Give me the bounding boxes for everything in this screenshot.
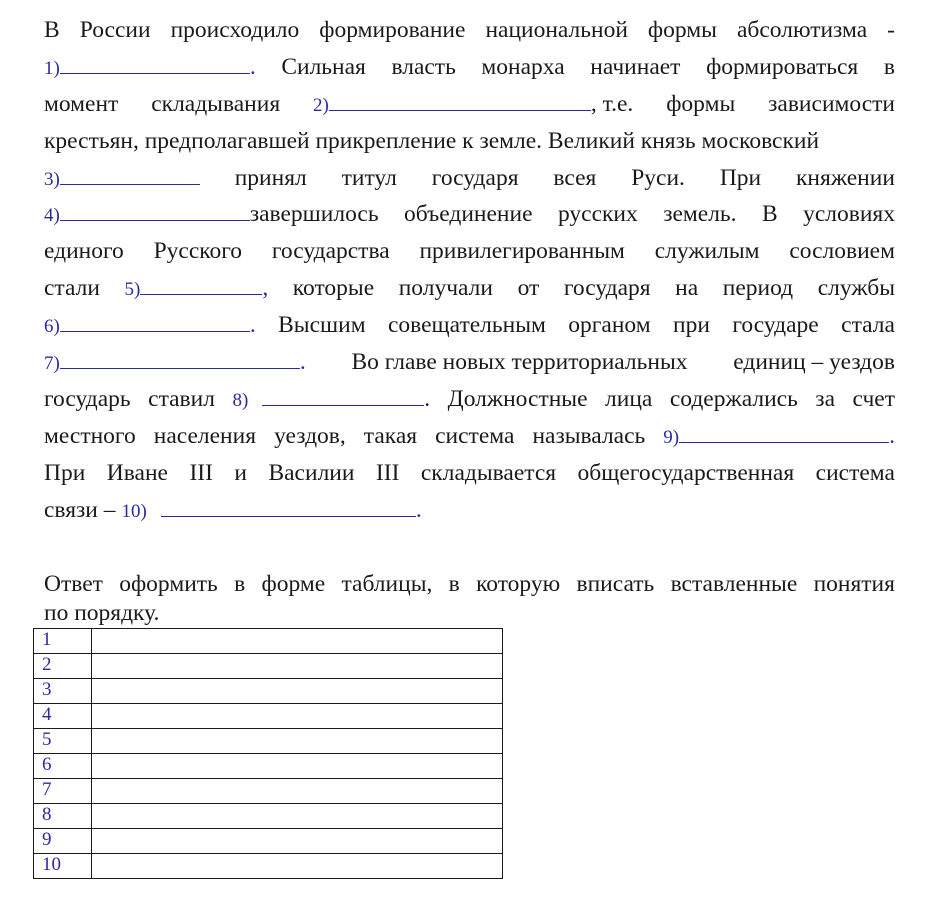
- table-row: [34, 729, 503, 754]
- answer-cell[interactable]: [92, 629, 503, 654]
- row-number: 7: [34, 779, 92, 804]
- blank-3[interactable]: [60, 162, 200, 185]
- table-row: [34, 704, 503, 729]
- text-line-6: [44, 196, 895, 233]
- text-line-1: [44, 12, 895, 49]
- word: Во главе новых территориальных: [351, 349, 688, 376]
- word: объединение: [404, 201, 533, 228]
- punct: .: [424, 385, 431, 412]
- word: органом: [568, 312, 651, 339]
- word: всея: [553, 164, 597, 191]
- blank-number-7: 7): [44, 353, 60, 375]
- word: складывается: [420, 459, 557, 486]
- word: единого: [44, 238, 124, 265]
- word: -: [887, 17, 895, 43]
- word: Руси.: [631, 164, 685, 191]
- word: ставил: [148, 385, 215, 412]
- blank-5[interactable]: [140, 272, 262, 295]
- word: происходило: [170, 17, 300, 43]
- blank-number-5: 5): [124, 279, 141, 301]
- word: таблицы,: [341, 571, 433, 597]
- word: вставленные: [670, 571, 798, 597]
- row-number: 6: [34, 754, 92, 779]
- punct: .: [415, 496, 422, 523]
- blank-1[interactable]: [60, 51, 250, 74]
- blank-number-9: 9): [663, 426, 680, 448]
- word: При: [719, 164, 762, 191]
- word: формы: [647, 17, 717, 43]
- word: единиц – уездов: [733, 349, 895, 376]
- blank-number-10: 10): [121, 500, 147, 522]
- instruction-line-1: [44, 570, 895, 599]
- word: III: [189, 459, 213, 486]
- text-line-3: [44, 86, 895, 123]
- word: условиях: [803, 201, 895, 228]
- word: в: [448, 571, 460, 597]
- word: в: [883, 53, 895, 80]
- blank-number-6: 6): [44, 316, 60, 338]
- word: завершилось: [249, 201, 379, 228]
- word: оформить: [119, 571, 218, 597]
- answer-cell[interactable]: [92, 754, 503, 779]
- text-line-8: [44, 270, 895, 307]
- text-line-11: [44, 381, 895, 418]
- word: на: [675, 275, 699, 302]
- table-row: [34, 754, 503, 779]
- word: государства: [271, 238, 390, 265]
- blank-number-2: 2): [313, 94, 329, 116]
- word: вписать: [576, 571, 655, 597]
- punct: .: [249, 312, 256, 339]
- blank-number-4: 4): [44, 205, 60, 227]
- word: населения: [153, 422, 257, 449]
- word: III: [375, 459, 400, 486]
- word: государя: [563, 275, 651, 302]
- table-row: [34, 779, 503, 804]
- word: , т.е.: [590, 90, 634, 117]
- word: службы: [817, 275, 895, 302]
- word: государь: [44, 385, 131, 412]
- row-number: 2: [34, 654, 92, 679]
- word: зависимости: [768, 90, 895, 117]
- word: государе: [732, 312, 819, 339]
- text-line-10: [44, 344, 895, 381]
- word: совещательным: [387, 312, 546, 339]
- row-number: 9: [34, 829, 92, 854]
- instruction-line-2: по порядку.: [44, 600, 160, 626]
- word: сословием: [789, 238, 895, 265]
- word: Ответ: [44, 571, 103, 597]
- text-line-13: [44, 455, 895, 492]
- blank-6[interactable]: [60, 309, 250, 332]
- punct: .: [299, 349, 306, 376]
- word: Иване: [106, 459, 168, 486]
- table-row: [34, 804, 503, 829]
- word: абсолютизма: [736, 17, 868, 43]
- row-number: 3: [34, 679, 92, 704]
- answer-cell[interactable]: [92, 729, 503, 754]
- word: монарха: [481, 53, 565, 80]
- word: Высшим: [278, 312, 366, 339]
- word: Василии: [268, 459, 355, 486]
- text-line-12: [44, 418, 895, 455]
- answer-cell[interactable]: [92, 704, 503, 729]
- word: связи –: [44, 496, 116, 523]
- table-row: [34, 829, 503, 854]
- word: форме: [261, 571, 326, 597]
- word: уездов,: [274, 422, 346, 449]
- word: формы: [666, 90, 736, 117]
- blank-8[interactable]: [262, 383, 424, 406]
- word: стали: [44, 275, 100, 302]
- word: которые: [292, 275, 375, 302]
- word: При: [44, 459, 86, 486]
- row-number: 4: [34, 704, 92, 729]
- text-line-4: [44, 123, 895, 160]
- word: титул: [341, 164, 397, 191]
- word: начинает: [590, 53, 681, 80]
- word: В: [44, 17, 60, 43]
- word: называлась: [532, 422, 646, 449]
- word: служилым: [654, 238, 760, 265]
- word: момент: [44, 90, 119, 117]
- row-number: 8: [34, 804, 92, 829]
- word: местного: [44, 422, 136, 449]
- text-line-7: [44, 233, 895, 270]
- answer-cell[interactable]: [92, 779, 503, 804]
- word: и: [234, 459, 247, 486]
- blank-10[interactable]: [161, 494, 416, 517]
- word: России: [79, 17, 151, 43]
- word: общегосударственная: [577, 459, 795, 486]
- row-number: 10: [34, 854, 92, 879]
- word: при: [673, 312, 710, 339]
- blank-number-8: 8): [232, 389, 249, 411]
- word: счет: [852, 385, 895, 412]
- word: лица: [605, 385, 653, 412]
- answer-cell[interactable]: [92, 679, 503, 704]
- task-paragraph: [44, 12, 895, 528]
- word: период: [722, 275, 794, 302]
- punct: .: [249, 53, 256, 80]
- word: содержались: [669, 385, 798, 412]
- row-number: 5: [34, 729, 92, 754]
- word: получали: [398, 275, 493, 302]
- word: которую: [476, 571, 561, 597]
- word: такая: [363, 422, 418, 449]
- word: национальной: [485, 17, 628, 43]
- word: от: [517, 275, 540, 302]
- word: привилегированным: [419, 238, 625, 265]
- text-line-2: [44, 49, 895, 86]
- word: русских: [557, 201, 638, 228]
- word: формирование: [319, 17, 466, 43]
- answer-instruction: [44, 570, 895, 628]
- word: княжении: [796, 164, 895, 191]
- word: система: [815, 459, 895, 486]
- blank-9[interactable]: [679, 420, 889, 443]
- answer-cell[interactable]: [92, 804, 503, 829]
- text-line-14: [44, 492, 895, 529]
- word: принял: [234, 164, 307, 191]
- punct: ,: [262, 275, 269, 302]
- answer-cell[interactable]: [92, 829, 503, 854]
- blank-2[interactable]: [329, 88, 591, 111]
- word: формироваться: [706, 53, 859, 80]
- word: стала: [841, 312, 895, 339]
- word: государя: [431, 164, 519, 191]
- blank-4[interactable]: [60, 198, 250, 221]
- table-row: [34, 654, 503, 679]
- word: В: [761, 201, 778, 228]
- word: Русского: [153, 238, 243, 265]
- blank-number-3: 3): [44, 168, 60, 190]
- table-row: [34, 629, 503, 654]
- word: в: [234, 571, 246, 597]
- word: за: [815, 385, 836, 412]
- answer-table: [33, 628, 503, 879]
- text-line-9: [44, 307, 895, 344]
- answer-cell[interactable]: [92, 654, 503, 679]
- text-line-5: [44, 160, 895, 197]
- word: складывания: [151, 90, 281, 117]
- word: Должностные: [447, 385, 588, 412]
- word: система: [435, 422, 515, 449]
- answer-cell[interactable]: [92, 854, 503, 879]
- blank-7[interactable]: [60, 346, 300, 369]
- row-number: 1: [34, 629, 92, 654]
- line-text: крестьян, предполагавшей прикрепление к земле. Великий князь московский: [44, 127, 820, 154]
- word: понятия: [813, 571, 895, 597]
- table-row: [34, 854, 503, 879]
- table-row: [34, 679, 503, 704]
- blank-number-1: 1): [44, 57, 60, 79]
- word: земель.: [663, 201, 737, 228]
- word: Сильная: [281, 53, 366, 80]
- punct: .: [889, 422, 895, 449]
- word: власть: [391, 53, 456, 80]
